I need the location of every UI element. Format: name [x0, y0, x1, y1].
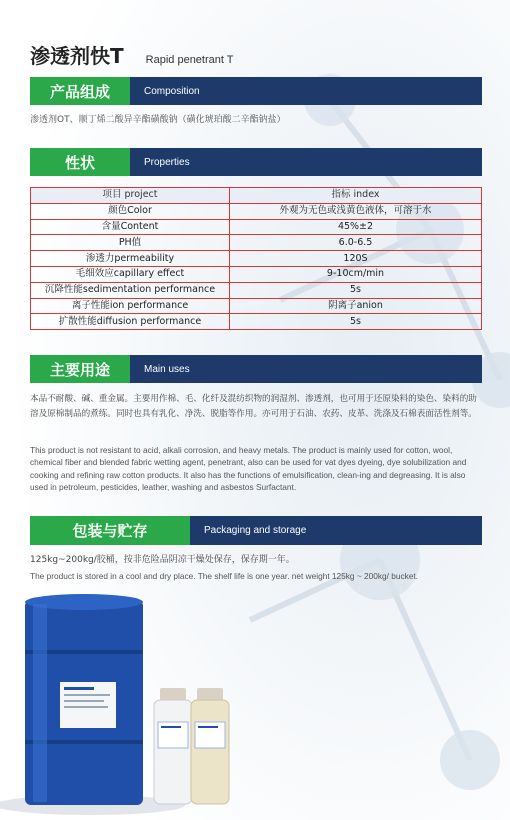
section-label-zh: 性状 [30, 148, 130, 176]
table-cell: 离子性能ion performance [31, 298, 230, 314]
properties-table [30, 187, 482, 330]
table-cell: 阴离子anion [230, 298, 482, 314]
table-row [31, 203, 482, 219]
table-cell: 120S [230, 251, 482, 267]
section-label-zh: 产品组成 [30, 77, 130, 105]
section-label-en: Composition [130, 77, 482, 105]
table-cell: PH值 [31, 235, 230, 251]
composition-text: 渗透剂OT、顺丁烯二酸异辛酯磺酸钠（磺化琥珀酸二辛酯钠盐） [30, 115, 286, 125]
section-label-zh: 包装与贮存 [30, 516, 190, 545]
section-header-composition [30, 77, 482, 105]
table-row [31, 235, 482, 251]
table-cell: 渗透力permeability [31, 251, 230, 267]
table-cell: 5s [230, 314, 482, 330]
page-title [30, 40, 234, 69]
table-cell: 沉降性能sedimentation performance [31, 282, 230, 298]
uses-text-en: This product is not resistant to acid, alkali corrosion, and heavy metals. The product is mainly used for cotton, wool, chemical fiber and blended fabric wetting agent, penetrant, also can be used for vat dyes dyeing, dye solubilization and cooking and refining raw cotton products. It also has the functions of emulsification, clean-ing and degreasing. It is also used in petroleum, pesticides, leather, washing and asbestos Surfactant. [30, 445, 467, 493]
table-row [31, 251, 482, 267]
table-cell: 45%±2 [230, 219, 482, 235]
section-header-packaging [30, 516, 482, 545]
table-cell: 9-10cm/min [230, 266, 482, 282]
section-label-en: Main uses [130, 355, 482, 383]
table-cell: 扩散性能diffusion performance [31, 314, 230, 330]
section-label-en: Properties [130, 148, 482, 176]
bottle-image [154, 688, 229, 804]
title-zh: 渗透剂快T [30, 44, 124, 68]
table-header-cell: 指标 index [230, 188, 482, 204]
table-row [31, 298, 482, 314]
table-cell: 含量Content [31, 219, 230, 235]
table-row [31, 314, 482, 330]
section-header-properties [30, 148, 482, 176]
table-cell: 6.0-6.5 [230, 235, 482, 251]
table-row [31, 219, 482, 235]
section-header-uses [30, 355, 482, 383]
packaging-text-en: The product is stored in a cool and dry place. The shelf life is one year. net weight 125kg ~ 200kg/ bucket. [30, 571, 418, 581]
drum-image [25, 594, 143, 805]
packaging-text-zh: 125kg~200kg/胶桶，按非危险品阴凉干燥处保存，保存期一年。 [30, 555, 295, 565]
section-label-en: Packaging and storage [190, 516, 482, 545]
table-header-cell: 项目 project [31, 188, 230, 204]
table-cell: 5s [230, 282, 482, 298]
table-row [31, 282, 482, 298]
uses-text-zh: 本品不耐酸、碱、重金属。主要用作棉、毛、化纤及混纺织物的润湿剂、渗透剂，也可用于还原染料的染色、染料的助溶及原棉制品的煮练。同时也具有乳化、净洗、脱脂等作用。亦可用于石油、农药、皮革、洗涤及石棉表面活性剂等。 [30, 394, 477, 419]
table-header-row [31, 188, 482, 204]
section-label-zh: 主要用途 [30, 355, 130, 383]
table-cell: 毛细效应capillary effect [31, 266, 230, 282]
table-row [31, 266, 482, 282]
title-en: Rapid penetrant T [145, 54, 234, 66]
table-cell: 颜色Color [31, 203, 230, 219]
table-cell: 外观为无色或浅黄色液体，可溶于水 [230, 203, 482, 219]
product-images [0, 590, 510, 820]
